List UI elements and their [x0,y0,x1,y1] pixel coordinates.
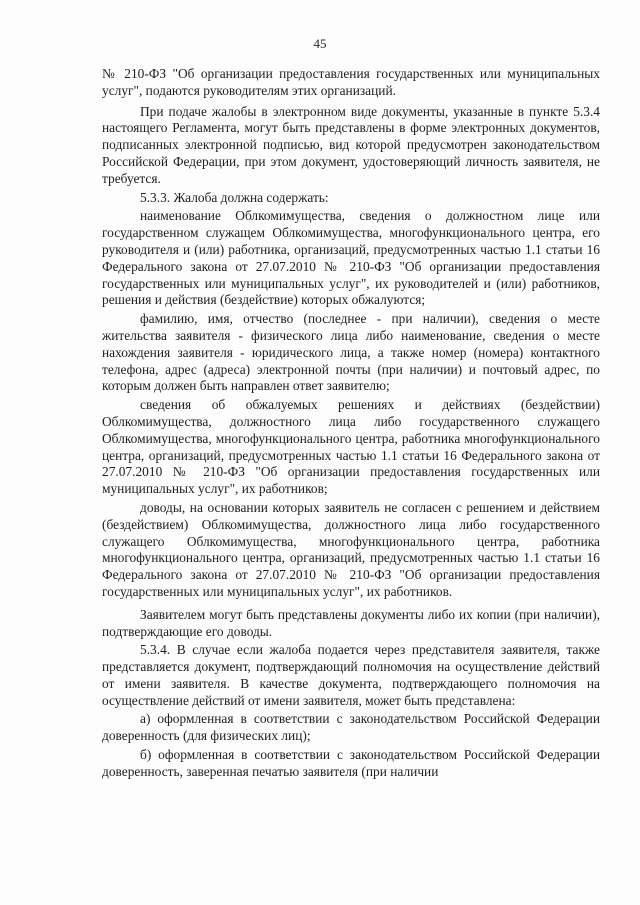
page-body [102,66,600,781]
paragraph-5-3-4-representative: 5.3.4. В случае если жалоба подается через представителя заявителя, также представляется документ, подтверждающий полномочия на осуществление действий от имени заявителя. В качестве документа, подтверждающего полномочия на осуществление действий от имени заявителя, может быть представлена: [102,642,600,708]
paragraph-item-b: б) оформленная в соответствии с законодательством Российской Федерации доверенность, заверенная печатью заявителя (при наличии [102,747,600,779]
page-number: 45 [313,36,327,51]
paragraph-5-3-3-heading: 5.3.3. Жалоба должна содержать: [140,189,329,205]
paragraph-item-applicant: фамилию, имя, отчество (последнее - при наличии), сведения о месте жительства заявителя - физического лица либо наименование, сведения о месте нахождения заявителя - юридического лица, а также номер (номера) контактного телефона, адрес (адреса) электронной почты (при наличии) и почтовый адрес, по которым должен быть направлен ответ заявителю; [102,311,600,394]
paragraph-item-name: наименование Облкомимущества, сведения о должностном лице или государственном служащем Облкомимущества, многофункционального центра, его руководителя и (или) работника, организаций, предусмотренных частью 1.1 статьи 16 Федерального закона от 27.07.2010 № 210-ФЗ "Об организации предоставления государственных или муниципальных услуг", их руководителей и (или) работников, решения и действия (бездействие) которых обжалуются; [102,208,600,308]
paragraph-supporting-documents: Заявителем могут быть представлены документы либо их копии (при наличии), подтверждающие его доводы. [102,606,600,639]
paragraph-electronic-complaint: При подаче жалобы в электронном виде документы, указанные в пункте 5.3.4 настоящего Регламента, могут быть представлены в форме электронных документов, подписанных электронной подписью, вид которой предусмотрен законодательством Российской Федерации, при этом документ, удостоверяющий личность заявителя, не требуется. [102,103,600,186]
paragraph-item-a: а) оформленная в соответствии с законодательством Российской Федерации доверенность (для физических лиц); [102,711,600,744]
paragraph-continuation: № 210-ФЗ "Об организации предоставления государственных или муниципальных услуг", подаются руководителям этих организаций. [102,66,600,98]
paragraph-item-decisions: сведения об обжалуемых решениях и действиях (бездействии) Облкомимущества, должностного лица либо государственного служащего Облкомимущества, многофункционального центра, работника многофункционального центра, организаций, предусмотренных частью 1.1 статьи 16 Федерального закона от 27.07.2010 № 210-ФЗ "Об организации предоставления государственных или муниципальных услуг", их работников; [102,397,600,497]
paragraph-item-arguments: доводы, на основании которых заявитель не согласен с решением и действием (бездействием) Облкомимущества, должностного лица либо государственного служащего Облкомимущества, многофункционального центра, работника многофункционального центра, организаций, предусмотренных частью 1.1 статьи 16 Федерального закона от 27.07.2010 № 210-ФЗ "Об организации предоставления государственных или муниципальных услуг", их работников. [102,499,600,599]
